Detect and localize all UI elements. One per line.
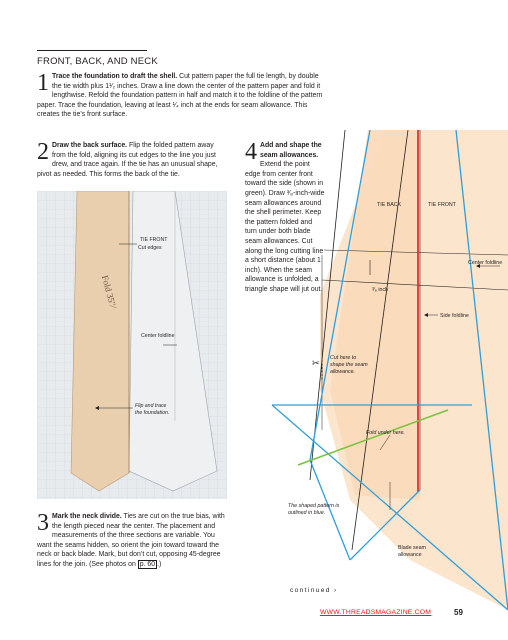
step-1-lead: Trace the foundation to draft the shell. bbox=[52, 73, 178, 80]
step-3-end: .) bbox=[157, 560, 162, 568]
step-2 bbox=[37, 141, 227, 179]
scissors-icon: ✂ bbox=[312, 359, 320, 369]
section-title: FRONT, BACK, AND NECK bbox=[37, 56, 158, 67]
diagram-label-shaped-pattern: The shaped pattern is outlined in blue. bbox=[288, 503, 340, 516]
step-4-lead: Add and shape the seam allowances. bbox=[260, 142, 322, 159]
step-4-text: Extend the point edge from center front toward the side (shown in green). Draw ³⁄₈-inch-wide seam allowances around the shell perimeter. Keep the pattern folded and turn under both blade seam allowances. Cut along the long cutting line a short distance (about 1 inch). When the seam allowance is unfolded, a triangle shape will jut out. bbox=[245, 161, 325, 293]
step-1 bbox=[37, 72, 323, 120]
diagram-label-fold-under: Fold under here. bbox=[366, 430, 405, 436]
step-2-lead: Draw the back surface. bbox=[52, 142, 128, 149]
diagram-label-cut-here: Cut here to shape the seam allowance. bbox=[330, 355, 368, 375]
diagram-label-tie-back: TIE BACK bbox=[377, 202, 402, 208]
step-3-lead: Mark the neck divide. bbox=[52, 513, 122, 520]
page-number: 59 bbox=[454, 608, 463, 617]
photo-label-flip-trace: Flip and trace the foundation. bbox=[135, 403, 170, 416]
diagram-label-measure: ³⁄₈ inch bbox=[372, 287, 389, 293]
diagram-label-center-foldline: Center foldline bbox=[468, 260, 503, 266]
step-4-number: 4 bbox=[245, 139, 257, 165]
step-3 bbox=[37, 512, 227, 570]
top-rule bbox=[37, 50, 147, 51]
step-2-number: 2 bbox=[37, 139, 49, 165]
photo-label-cut-edges: Cut edges bbox=[138, 245, 162, 251]
photo-label-tie-front: TIE FRONT bbox=[140, 237, 168, 243]
step-3-number: 3 bbox=[37, 510, 49, 536]
photo-label-center-foldline: Center foldline bbox=[141, 333, 175, 339]
step-3-text: Ties are cut on the true bias, with the length pieced near the center. The placement and measurements of the three sections are variable. You want the seams hidden, so orient the join toward toward the neck or back blade. Mark, but don’t cut, opposing 45-degree lines for the join. (See photos on bbox=[37, 513, 225, 568]
diagram-label-blade-seam: Blade seam allowance bbox=[398, 545, 426, 558]
photo-graphic bbox=[37, 191, 227, 499]
diagram-label-side-foldline: Side foldline bbox=[440, 313, 469, 319]
pattern-diagram bbox=[260, 130, 508, 630]
step-2-text: Flip the folded pattern away from the fold, aligning its cut edges to the line you just drew, and trace again. If the tie has an unusual shape, pivot as needed. This forms the back of the tie. bbox=[37, 142, 218, 178]
footer-website-link[interactable]: WWW.THREADSMAGAZINE.COM bbox=[320, 609, 432, 616]
page-reference-link[interactable]: p. 60 bbox=[139, 560, 156, 568]
continued-indicator: continued › bbox=[290, 587, 338, 594]
step-1-number: 1 bbox=[37, 70, 49, 96]
tie-pattern-photo bbox=[37, 191, 227, 499]
step-1-text: Cut pattern paper the full tie length, by double the tie width plus 1¹⁄₂ inches. Draw a line down the center of the pattern paper and fold it lengthwise. Refold the foundation pattern in half and match it to the foldline of the pattern paper. Trace the foundation, leaving at least ¹⁄₄ inch at the ends for seam allowance. This creates the tie’s front surface. bbox=[37, 73, 323, 119]
photo-handwriting: Fold 35"⁄ bbox=[99, 274, 119, 309]
diagram-label-tie-front: TIE FRONT bbox=[428, 202, 456, 208]
